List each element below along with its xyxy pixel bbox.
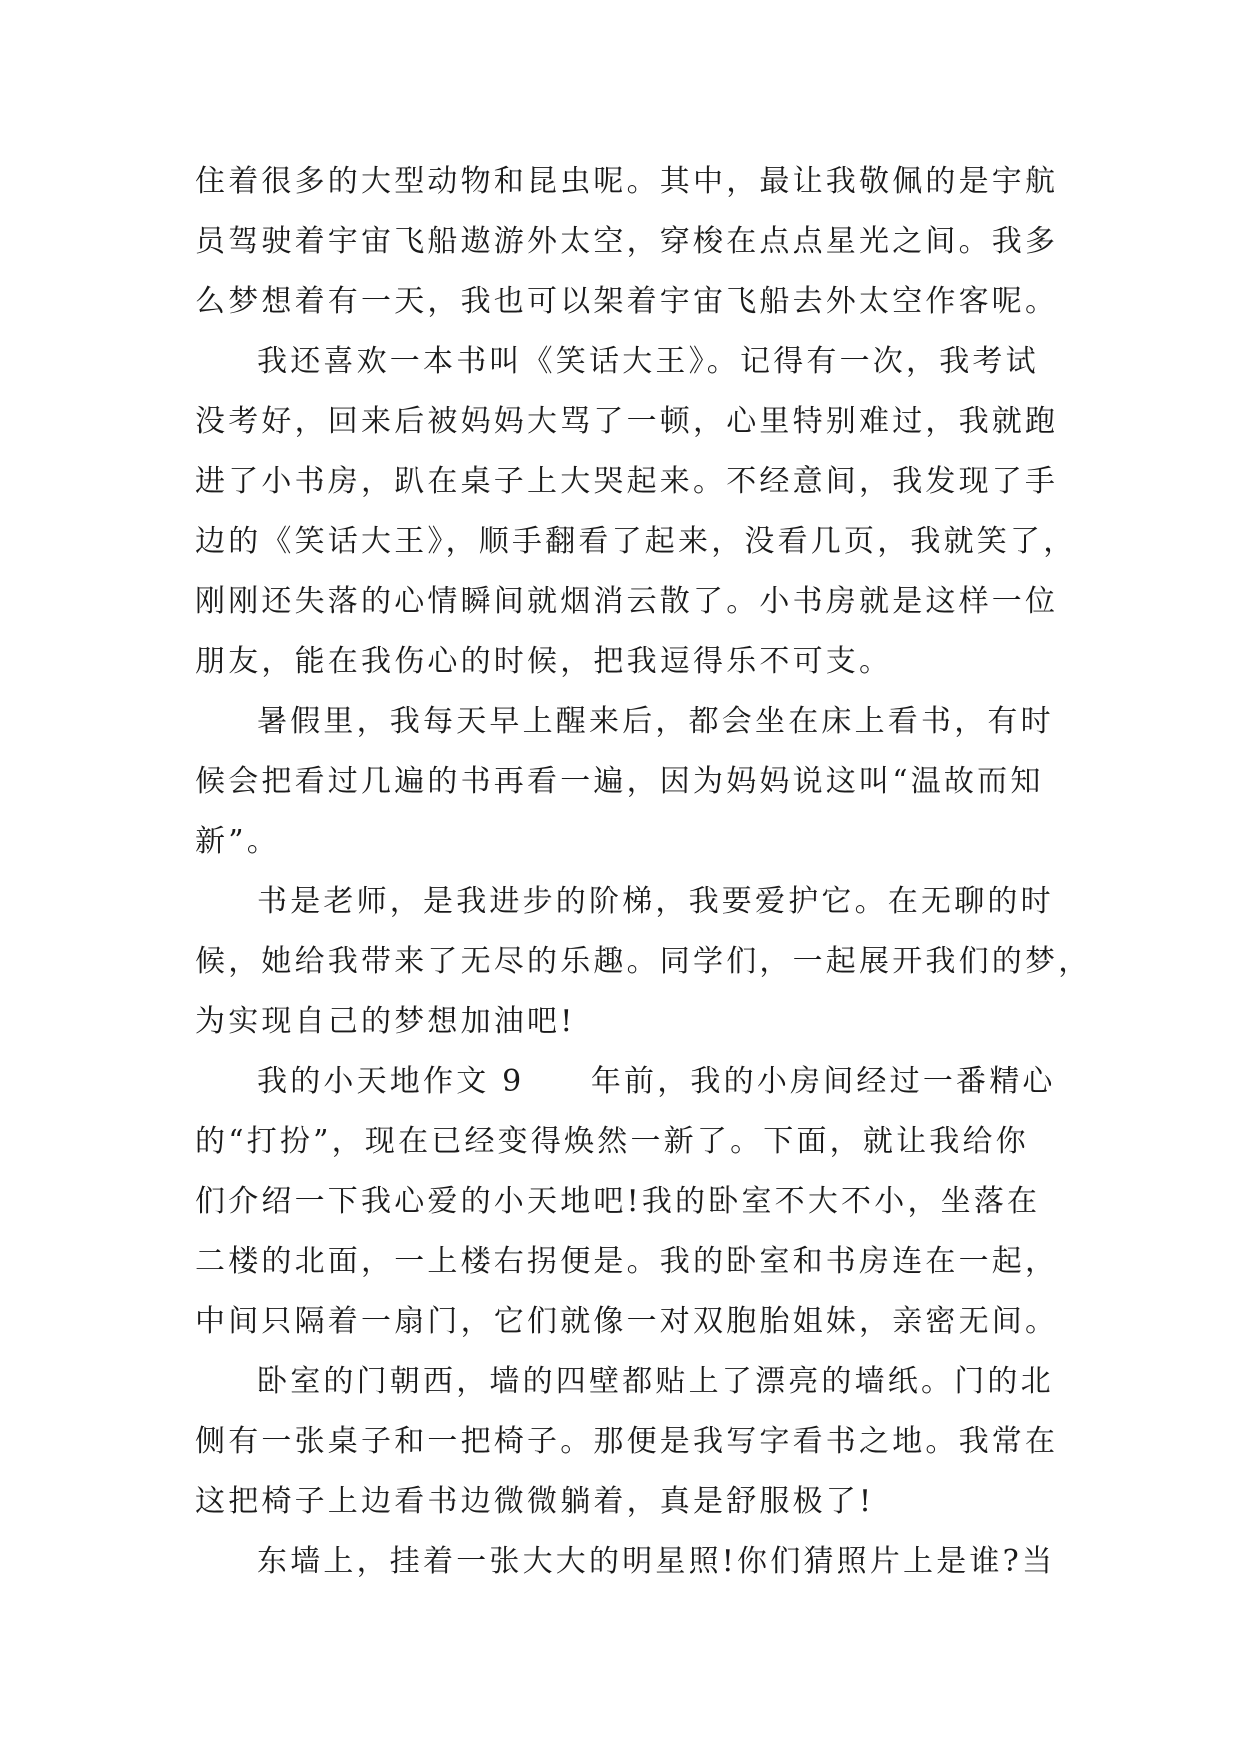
text-line: 边的《笑话大王》，顺手翻看了起来，没看几页，我就笑了， [195,524,1077,559]
text-line: 没考好，回来后被妈妈大骂了一顿，心里特别难过，我就跑 [195,404,1059,439]
text-line: 为实现自己的梦想加油吧! [195,1004,576,1039]
text-line: 二楼的北面，一上楼右拐便是。我的卧室和书房连在一起， [195,1244,1059,1279]
text-line: 住着很多的大型动物和昆虫呢。其中，最让我敬佩的是宇航 [195,164,1059,199]
text-line: 中间只隔着一扇门，它们就像一对双胞胎姐妹，亲密无间。 [195,1304,1059,1339]
text-line: 刚刚还失落的心情瞬间就烟消云散了。小书房就是这样一位 [195,584,1059,619]
text-line: 侧有一张桌子和一把椅子。那便是我写字看书之地。我常在 [195,1424,1059,1459]
paragraph-first-line: 暑假里，我每天早上醒来后，都会坐在床上看书，有时 [257,704,1054,739]
paragraph-first-line: 卧室的门朝西，墙的四壁都贴上了漂亮的墙纸。门的北 [257,1364,1054,1399]
text-line: 员驾驶着宇宙飞船遨游外太空，穿梭在点点星光之间。我多 [195,224,1059,259]
paragraph-first-line: 我还喜欢一本书叫《笑话大王》。记得有一次，我考试 [257,344,1039,379]
paragraph-first-line: 书是老师，是我进步的阶梯，我要爱护它。在无聊的时 [257,884,1054,919]
text-line: 候，她给我带来了无尽的乐趣。同学们，一起展开我们的梦， [195,944,1092,979]
text-line: 的“打扮”，现在已经变得焕然一新了。下面，就让我给你 [195,1124,1029,1159]
paragraph-first-line: 我的小天地作文 9 年前，我的小房间经过一番精心 [257,1064,1056,1099]
body-text [195,162,1092,1602]
text-line: 进了小书房，趴在桌子上大哭起来。不经意间，我发现了手 [195,464,1059,499]
paragraph-first-line: 东墙上，挂着一张大大的明星照!你们猜照片上是谁?当 [257,1544,1056,1579]
text-line: 们介绍一下我心爱的小天地吧!我的卧室不大不小，坐落在 [195,1184,1041,1219]
text-line: 候会把看过几遍的书再看一遍，因为妈妈说这叫“温故而知 [195,764,1044,799]
text-line: 么梦想着有一天，我也可以架着宇宙飞船去外太空作客呢。 [195,284,1059,319]
text-line: 朋友，能在我伤心的时候，把我逗得乐不可支。 [195,644,893,679]
text-line: 新”。 [195,824,280,859]
text-line: 这把椅子上边看书边微微躺着，真是舒服极了! [195,1484,875,1519]
